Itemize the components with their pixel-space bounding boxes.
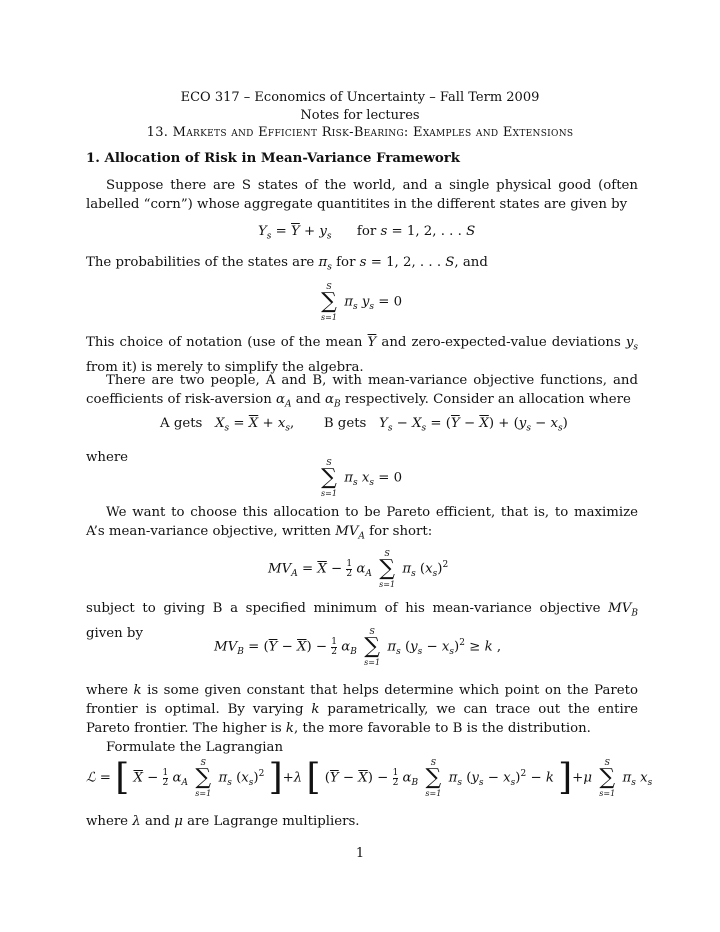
paragraph-k: where k is some given constant that helps determine which point on the Pareto frontier is optimal. By varying k parametrically, we can trace out the entire Pareto frontier. The higher is k, the more favorable to B is the distribution. <box>86 683 638 736</box>
paragraph-lagrangian: Formulate the Lagrangian <box>106 740 284 755</box>
paragraph-where: where <box>86 450 129 465</box>
paragraph-probabilities: The probabilities of the states are $\pi_s$ for s = 1, 2, . . . S, and <box>86 255 488 273</box>
equation-aggregate: $Y_s = \overline{Y} + y_s$ for s = 1, 2, . . . S <box>258 224 476 242</box>
equation-lagrangian: ℒ = [ $\overline{X}$ − $\frac{1}{2}$ $\alpha_A$ S ∑ s=1 $\pi_s$ $(x_s)^2$ ]+λ [ $(\overline{Y} - \overline{X})$ − $\frac{1}{2}$ $\alpha_B$ S ∑ s=1 $\pi_s$ $(y_s - x_s)^2 - k$ ]+μ S ∑ s=1 $\pi_s$ $x_s$ <box>86 757 653 798</box>
equation-allocation: A gets $X_s = \overline{X} + x_s$, B gets $Y_s - X_s = (\overline{Y} - \overline{X}) + (y_s - x_s)$ <box>160 416 568 434</box>
notes-subtitle: Notes for lectures <box>300 108 420 123</box>
equation-mvb: $MV_B = (\overline{Y} - \overline{X})$ − $\frac{1}{2}$ $\alpha_B$ S ∑ s=1 $\pi_s$ $(y_s - x_s)^2 \ge k$ , <box>214 627 502 667</box>
page-number: 1 <box>355 846 365 861</box>
course-title: ECO 317 – Economics of Uncertainty – Fall Term 2009 <box>180 90 540 105</box>
lecture-title: 13. Markets and Efficient Risk-Bearing: Examples and Extensions <box>146 125 574 140</box>
section-heading: 1. Allocation of Risk in Mean-Variance Framework <box>86 151 461 166</box>
equation-sum-x: S ∑ s=1 $\pi_s$ $x_s = 0$ <box>321 458 403 498</box>
paragraph-multipliers: where λ and μ are Lagrange multipliers. <box>86 814 360 829</box>
paragraph-subject: subject to giving B a specified minimum of his mean-variance objective $MV_B$ given by <box>86 601 638 641</box>
paragraph-notation: This choice of notation (use of the mean $\overline{Y}$ and zero-expected-value deviations $y_s$ from it) is merely to simplify the algebra. <box>86 335 639 375</box>
equation-sum-y: S ∑ s=1 $\pi_s$ $y_s = 0$ <box>321 282 403 322</box>
paragraph-pareto: We want to choose this allocation to be Pareto efficient, that is, to maximize A’s mean-variance objective, written $MV_A$ for short: <box>86 505 638 542</box>
paragraph-two-people: There are two people, A and B, with mean-variance objective functions, and coefficients of risk-aversion $\alpha_A$ and $\alpha_B$ respectively. Consider an allocation where <box>86 373 638 410</box>
paragraph-intro: Suppose there are S states of the world, and a single physical good (often labelled “corn”) whose aggregate quantitites in the different states are given by <box>86 178 638 212</box>
equation-mva: $MV_A = \overline{X}$ − $\frac{1}{2}$ $\alpha_A$ S ∑ s=1 $\pi_s$ $(x_s)^2$ <box>268 549 449 589</box>
